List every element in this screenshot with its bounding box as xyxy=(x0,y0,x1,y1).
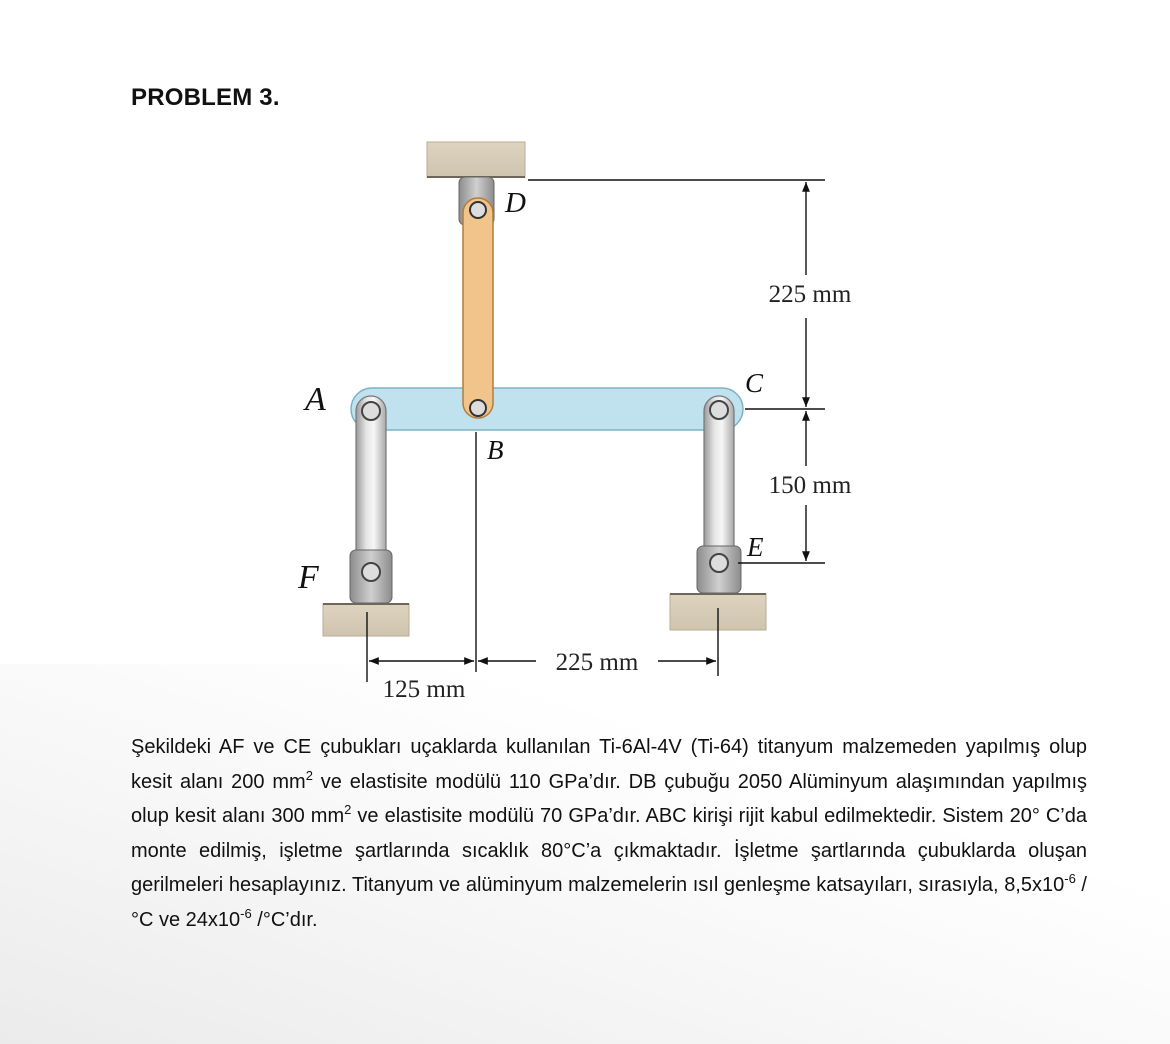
pin-f xyxy=(362,563,380,581)
unit-exponent-2: 2 xyxy=(344,802,352,817)
problem-title: PROBLEM 3. xyxy=(131,84,280,111)
ground-f xyxy=(323,604,409,636)
pin-c xyxy=(710,401,728,419)
statement-part-5: /°C’dır. xyxy=(251,908,318,931)
problem-statement xyxy=(131,730,1087,937)
label-d: D xyxy=(505,187,526,219)
statement-part-1: Şekildeki AF ve CE çubukları uçaklarda kullanılan Ti-6Al-4V (Ti-64) titanyum malzemeden yapılmış olup kesit alanı 200 mm xyxy=(131,736,1087,793)
label-b: B xyxy=(487,435,504,465)
pin-d xyxy=(470,202,486,218)
pin-a xyxy=(362,402,380,420)
pin-e xyxy=(710,554,728,572)
coef-exponent-1: -6 xyxy=(1064,871,1076,886)
statement-part-2: ve elastisite modülü 110 GPa’dır. DB çubuğu 2050 Alüminyum alaşımından yapılmış olup kesit alanı 300 mm xyxy=(131,770,1087,827)
statement-part-3: ve elastisite modülü 70 GPa’dır. ABC kirişi rijit kabul edilmektedir. Sistem 20° C’da monte edilmiş, işletme şartlarında sıcaklık 80°C’a çıkmaktadır. İşletme şartlarında çubuklarda oluşan gerilmeleri hesaplayınız. Titanyum ve alüminyum malzemelerin ısıl genleşme katsayıları, sırasıyla, 8,5x10 xyxy=(131,805,1087,896)
label-f: F xyxy=(298,559,319,596)
label-a: A xyxy=(305,381,326,418)
support-d-block xyxy=(427,142,525,177)
dim-dc-label: 225 mm xyxy=(768,281,852,308)
rod-db xyxy=(463,198,493,418)
dim-be-label: 225 mm xyxy=(555,649,639,676)
dim-ce-label: 150 mm xyxy=(768,472,852,499)
label-e: E xyxy=(747,532,764,562)
unit-exponent-1: 2 xyxy=(305,767,313,783)
label-c: C xyxy=(745,368,764,398)
beam-abc xyxy=(351,388,743,430)
coef-exponent-2: -6 xyxy=(240,905,252,921)
dim-fb-label: 125 mm xyxy=(382,676,466,703)
statement-part-4: /°C ve 24x10 xyxy=(131,874,1087,931)
pin-b xyxy=(470,400,486,416)
